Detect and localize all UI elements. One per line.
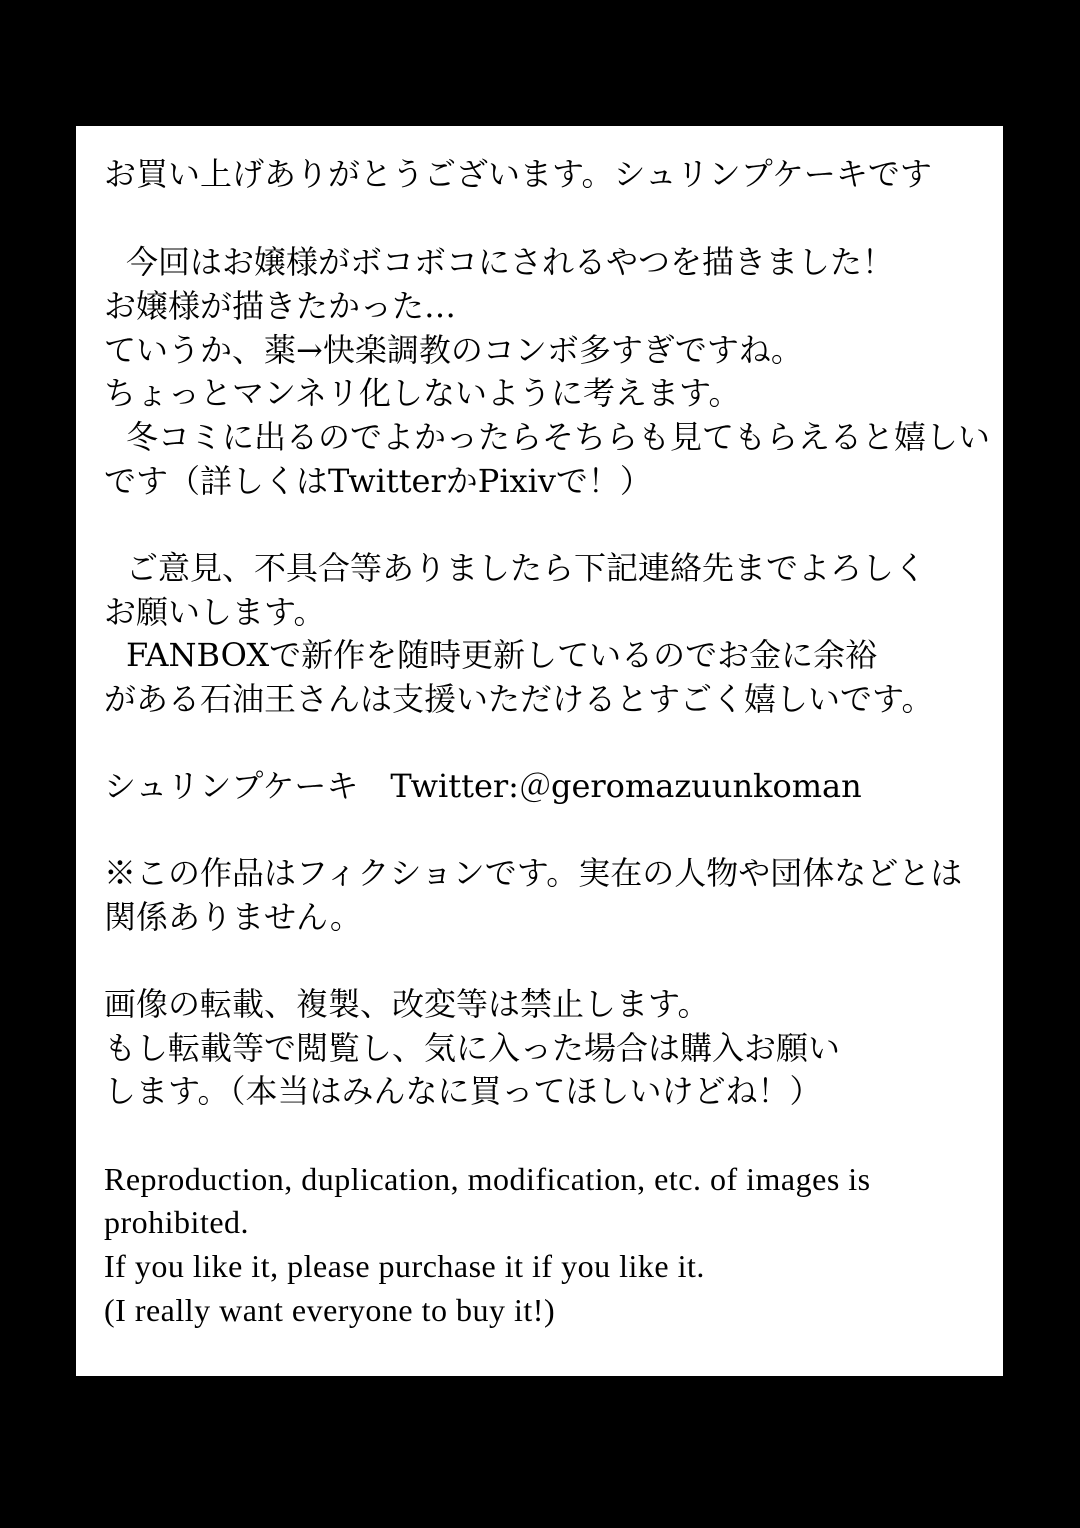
- paragraph-line: ご意見、不具合等ありましたら下記連絡先までよろしく: [126, 549, 927, 587]
- fiction-disclaimer-line: ※この作品はフィクションです。実在の人物や団体などとは: [104, 854, 963, 892]
- paragraph-line: 今回はお嬢様がボコボコにされるやつを描きました！: [126, 243, 895, 281]
- paragraph-line: ていうか、薬→快楽調教のコンボ多すぎですね。: [104, 331, 803, 369]
- english-notice-line: Reproduction, duplication, modification, etc. of images is: [104, 1161, 871, 1197]
- paragraph-line: 冬コミに出るのでよかったらそちらも見てもらえると嬉しい: [126, 418, 991, 456]
- paragraph-line: がある石油王さんは支援いただけるとすごく嬉しいです。: [104, 680, 934, 718]
- paragraph-line: ちょっとマンネリ化しないように考えます。: [104, 374, 741, 412]
- copyright-notice-line: もし転載等で閲覧し、気に入った場合は購入お願い: [104, 1029, 841, 1067]
- english-notice-line: If you like it, please purchase it if you like it.: [104, 1248, 705, 1284]
- paragraph-line: FANBOXで新作を随時更新しているのでお金に余裕: [126, 636, 878, 674]
- english-notice-line: (I really want everyone to buy it!): [104, 1292, 556, 1328]
- greeting-line: お買い上げありがとうございます。シュリンプケーキです: [104, 155, 932, 193]
- fiction-disclaimer-line: 関係ありません。: [104, 898, 362, 936]
- copyright-notice-line: します。（本当はみんなに買ってほしいけどね！）: [104, 1072, 822, 1110]
- contact-line: シュリンプケーキ Twitter:＠geromazuunkoman: [104, 767, 862, 805]
- paragraph-line: お願いします。: [104, 593, 326, 631]
- paragraph-line: です（詳しくはTwitterかPixivで！）: [104, 462, 652, 500]
- english-notice-line: prohibited.: [104, 1204, 250, 1240]
- copyright-notice-line: 画像の転載、複製、改変等は禁止します。: [104, 985, 710, 1023]
- paragraph-line: お嬢様が描きたかった…: [104, 287, 457, 325]
